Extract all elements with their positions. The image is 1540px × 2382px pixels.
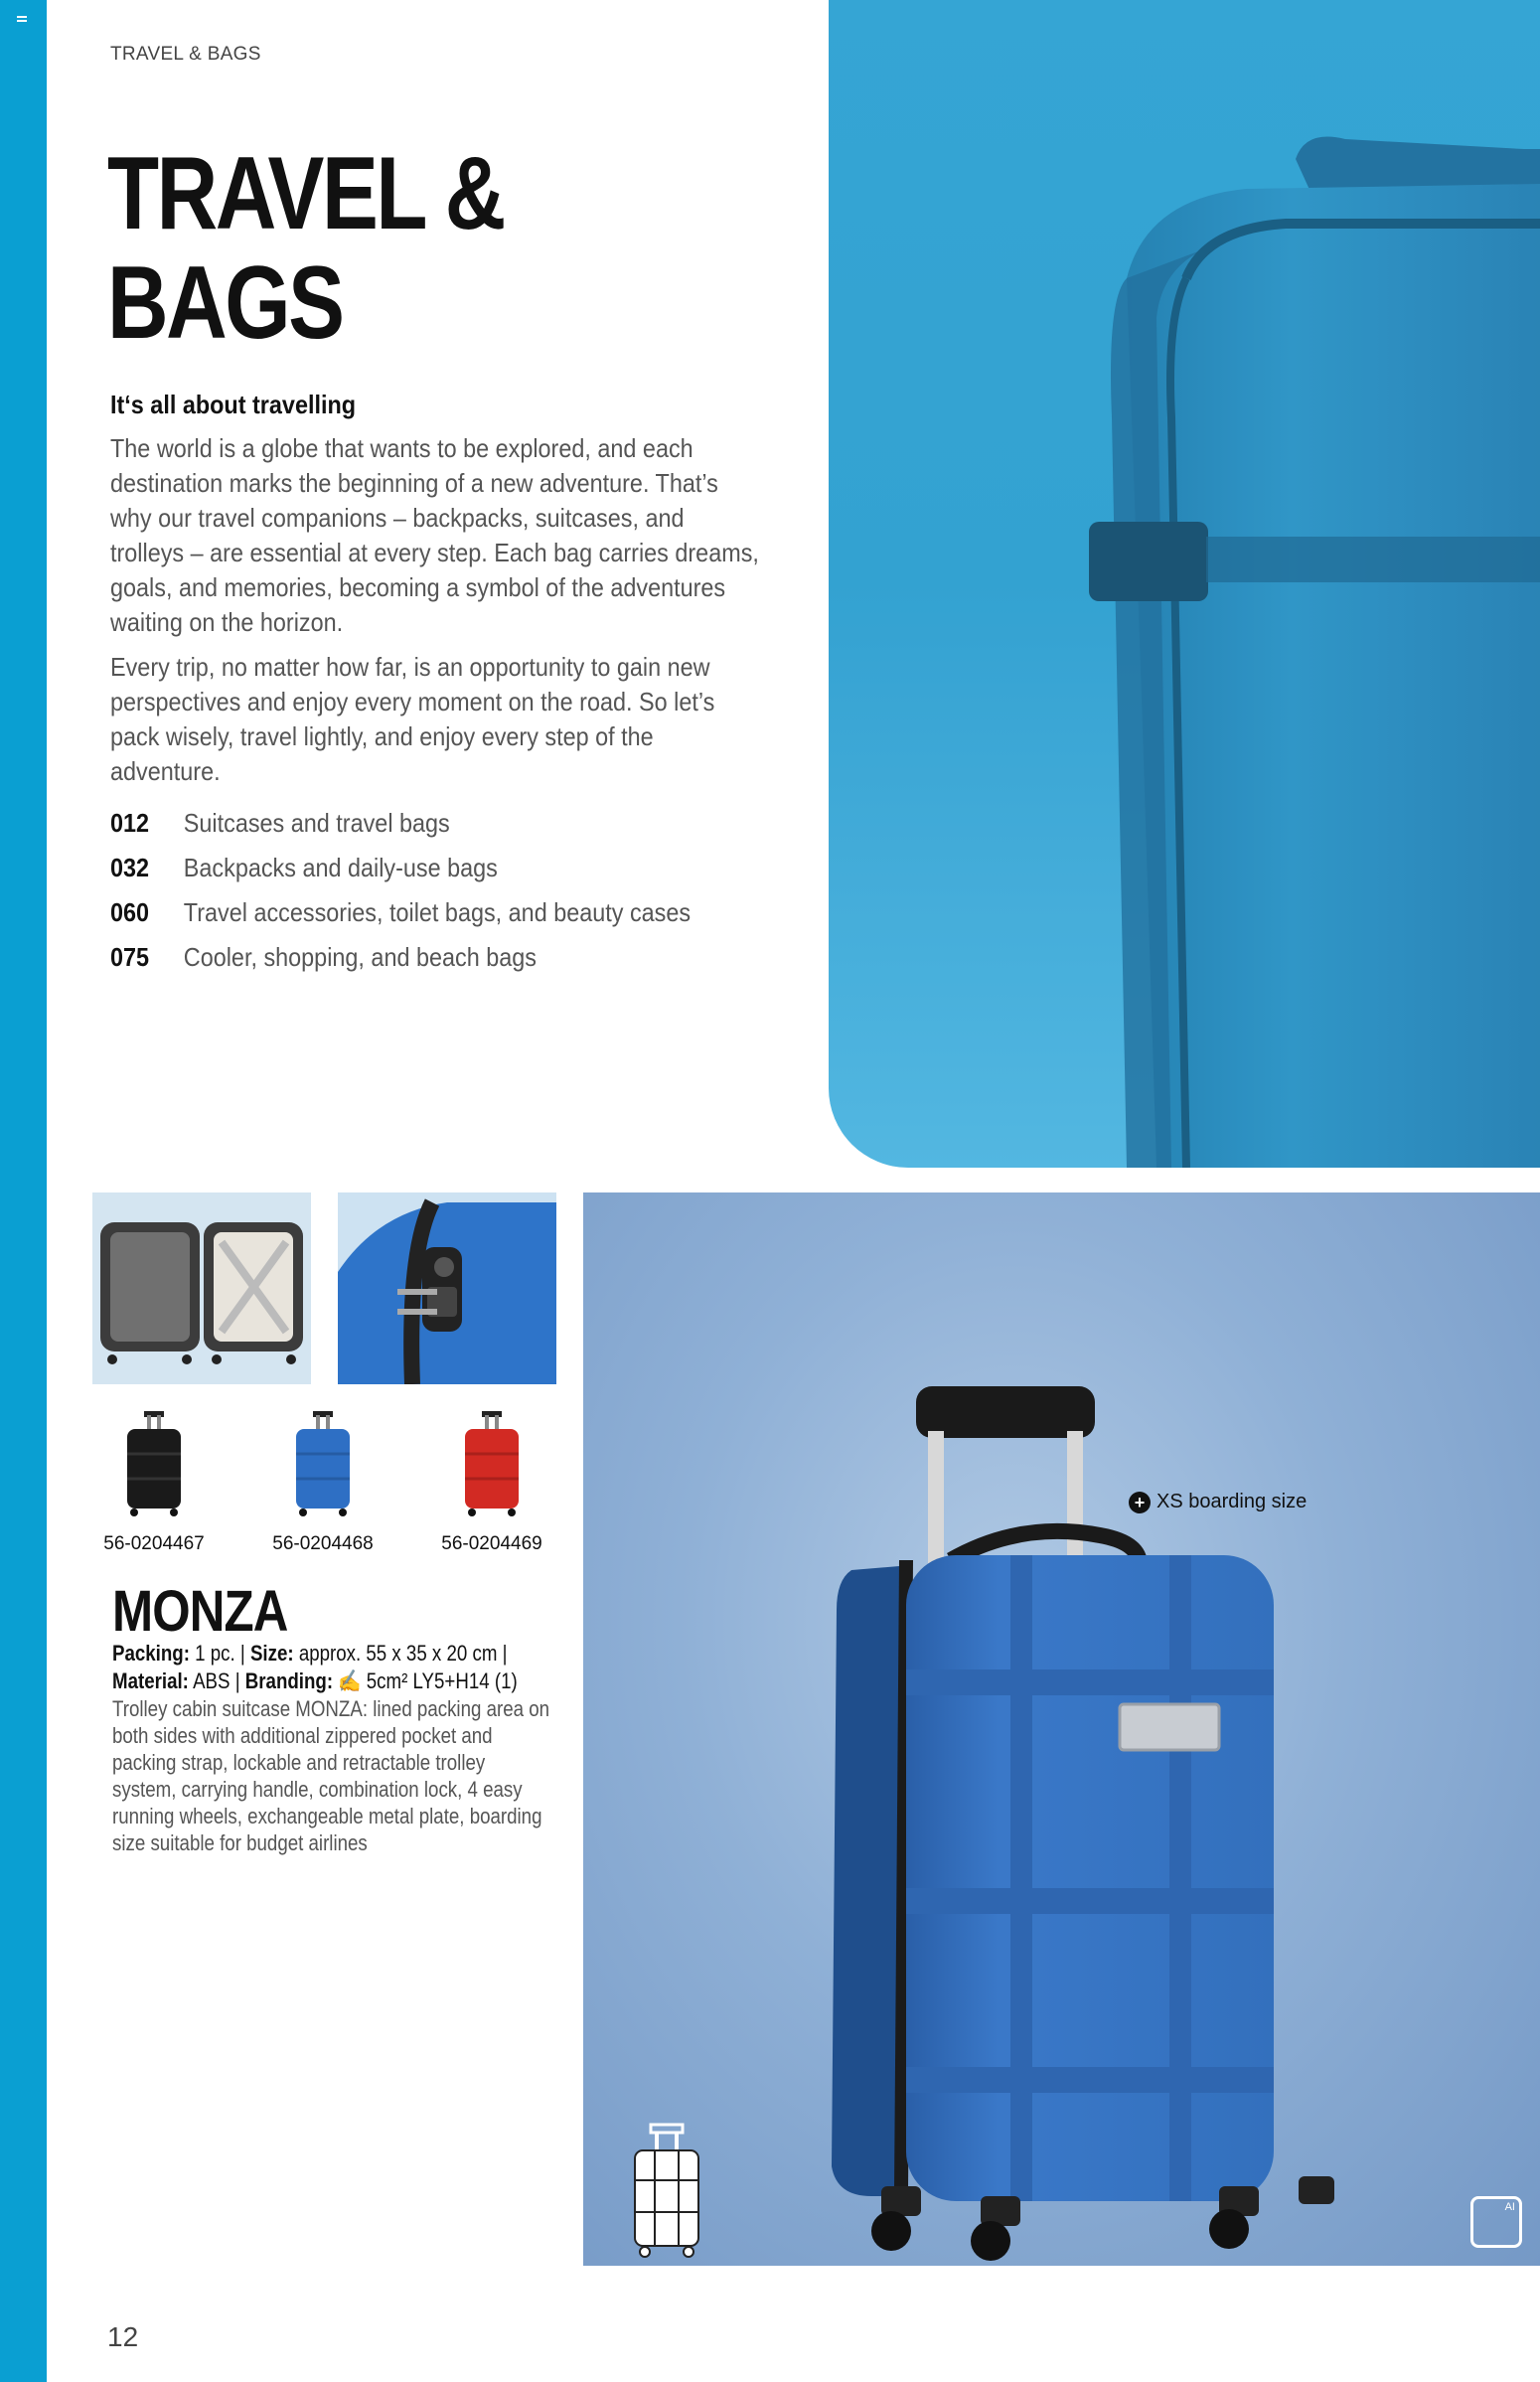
spec-line-1: Packing: 1 pc. | Size: approx. 55 x 35 x 20 cm | <box>112 1641 508 1666</box>
suitcase-blue-icon <box>288 1409 358 1518</box>
variant-code: 56-0204467 <box>103 1533 205 1554</box>
toc-item[interactable] <box>110 846 691 890</box>
suitcase-red-icon <box>457 1409 527 1518</box>
toc-page: 012 <box>110 808 150 838</box>
packing-label: Packing: <box>112 1641 190 1666</box>
page-title <box>107 136 504 361</box>
toc-label: Backpacks and daily-use bags <box>183 853 498 882</box>
toc-page: 060 <box>110 897 150 927</box>
suitcase-black-icon <box>119 1409 189 1518</box>
toc-item[interactable] <box>110 935 691 980</box>
breadcrumb: TRAVEL & BAGS <box>110 44 261 65</box>
menu-icon[interactable] <box>17 16 27 22</box>
product-specs <box>112 1640 551 1695</box>
packing-value: 1 pc. <box>195 1641 235 1666</box>
branding-value: 5cm² LY5+H14 (1) <box>366 1668 518 1693</box>
branding-label: Branding: <box>244 1668 334 1693</box>
spec-line-2: Material: ABS | Branding: ✍ 5cm² LY5+H14 (1) <box>112 1668 518 1693</box>
toc-item[interactable] <box>110 890 691 935</box>
page-number: 12 <box>107 2321 139 2352</box>
ai-badge-label: AI <box>1504 2201 1515 2213</box>
variant-code: 56-0204469 <box>441 1533 542 1554</box>
intro-text <box>110 431 763 799</box>
plus-icon: + <box>1129 1492 1151 1513</box>
size-label: Size: <box>249 1641 294 1666</box>
printing-icon: ✍ <box>338 1668 362 1693</box>
open-suitcase-icon <box>92 1192 311 1384</box>
ai-badge-icon[interactable] <box>1470 2196 1522 2248</box>
size-value: approx. 55 x 35 x 20 cm <box>298 1641 498 1666</box>
suitcase-outline-icon <box>635 2125 698 2257</box>
page-title-line-1: TRAVEL & <box>107 136 504 251</box>
blue-suitcase-illustration <box>583 1192 1540 2266</box>
thumbnail-open-suitcase[interactable] <box>92 1192 311 1384</box>
material-label: Material: <box>112 1668 189 1693</box>
hero-bag-image <box>829 0 1540 1168</box>
product-description: Trolley cabin suitcase MONZA: lined packing area on both sides with additional zippered pocket and packing strap, lockable and retractable trolley system, carrying handle, combination lock, 4 easy running wheels, exchangeable metal plate, boarding size suitable for budget airlines <box>112 1696 550 1855</box>
toc-label: Suitcases and travel bags <box>183 808 450 838</box>
table-of-contents <box>110 801 755 980</box>
intro-paragraph-2: Every trip, no matter how far, is an opportunity to gain new perspectives and enjoy every moment on the road. So let’s pack wisely, travel lightly, and enjoy every step of the adventure. <box>110 652 715 786</box>
product-photo-monza <box>583 1192 1540 2266</box>
variant-black[interactable] <box>79 1409 229 1555</box>
sidebar-accent <box>0 0 47 2382</box>
toc-label: Cooler, shopping, and beach bags <box>183 942 537 972</box>
toc-page: 075 <box>110 942 150 972</box>
intro-paragraph-1: The world is a globe that wants to be explored, and each destination marks the beginning of a new adventure. That’s why our travel companions – backpacks, suitcases, and trolleys – are essential at every step. Each bag carries dreams, goals, and memories, becoming a symbol of the adventures waiting on the horizon. <box>110 433 759 637</box>
travel-bag-illustration <box>829 0 1540 1168</box>
feature-tag-boarding-size[interactable] <box>1129 1491 1307 1513</box>
toc-item[interactable] <box>110 801 691 846</box>
variant-red[interactable] <box>417 1409 566 1555</box>
material-value: ABS <box>193 1668 231 1693</box>
feature-tag-label: XS boarding size <box>1156 1491 1308 1512</box>
toc-page: 032 <box>110 853 150 882</box>
variant-blue[interactable] <box>248 1409 397 1555</box>
toc-label: Travel accessories, toilet bags, and beauty cases <box>183 897 692 927</box>
variant-code: 56-0204468 <box>272 1533 374 1554</box>
combination-lock-icon <box>338 1192 556 1384</box>
thumbnail-lock-detail[interactable] <box>338 1192 556 1384</box>
intro-subtitle: It‘s all about travelling <box>110 390 357 419</box>
page-title-line-2: BAGS <box>107 245 343 361</box>
product-name: MONZA <box>112 1579 288 1644</box>
